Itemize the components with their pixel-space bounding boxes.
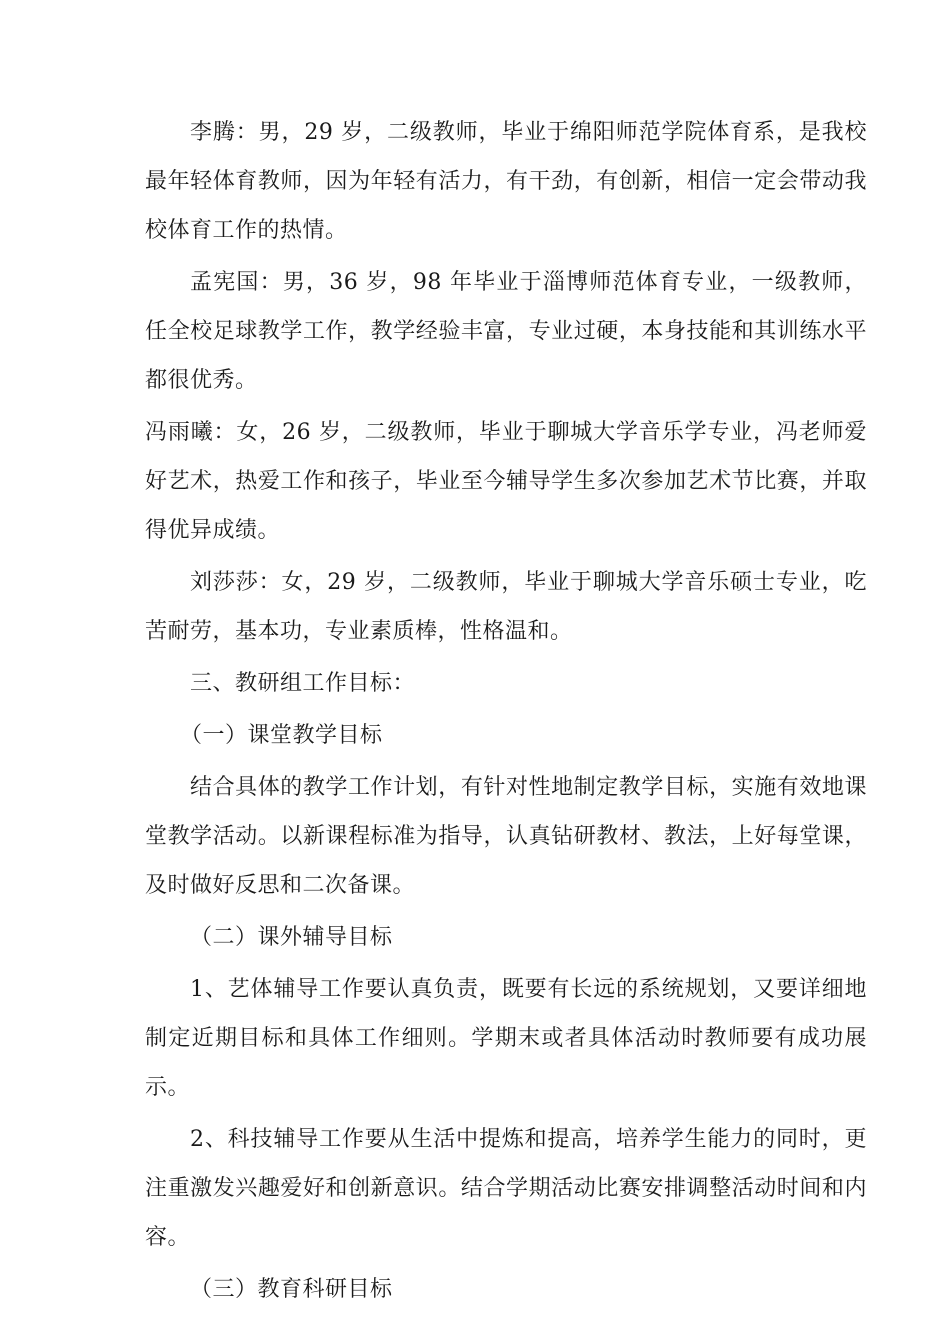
paragraph-classroom-goals: 结合具体的教学工作计划，有针对性地制定教学目标，实施有效地课堂教学活动。以新课程标准为指导，认真钻研教材、教法，上好每堂课，及时做好反思和二次备课。 [145, 775, 867, 898]
paragraph-teacher-li-teng: 李腾：男，29 岁，二级教师，毕业于绵阳师范学院体育系，是我校最年轻体育教师，因为年轻有活力，有干劲，有创新，相信一定会带动我校体育工作的热情。 [145, 120, 867, 243]
subheading-classroom-goals: （一）课堂教学目标 [180, 723, 383, 748]
subheading-research-goals: （三）教育科研目标 [190, 1277, 393, 1302]
paragraph-arts-sports-tutoring: 1、艺体辅导工作要认真负责，既要有长远的系统规划，又要详细地制定近期目标和具体工作细则。学期末或者具体活动时教师要有成功展示。 [145, 977, 867, 1100]
paragraph-teacher-meng-xianguo: 孟宪国：男，36 岁，98 年毕业于淄博师范体育专业，一级教师，任全校足球教学工作，教学经验丰富，专业过硬，本身技能和其训练水平都很优秀。 [145, 270, 867, 393]
paragraph-teacher-liu-shasha: 刘莎莎：女，29 岁，二级教师，毕业于聊城大学音乐硕士专业，吃苦耐劳，基本功，专业素质棒，性格温和。 [145, 570, 867, 644]
document-body [145, 108, 867, 1317]
subheading-extracurricular-goals: （二）课外辅导目标 [190, 925, 393, 950]
paragraph-teacher-feng-yuxi: 冯雨曦：女，26 岁，二级教师，毕业于聊城大学音乐学专业，冯老师爱好艺术，热爱工作和孩子，毕业至今辅导学生多次参加艺术节比赛，并取得优异成绩。 [145, 420, 867, 543]
section-heading-goals: 三、教研组工作目标： [190, 671, 416, 696]
paragraph-science-tutoring: 2、科技辅导工作要从生活中提炼和提高，培养学生能力的同时，更注重激发兴趣爱好和创新意识。结合学期活动比赛安排调整活动时间和内容。 [145, 1127, 867, 1250]
